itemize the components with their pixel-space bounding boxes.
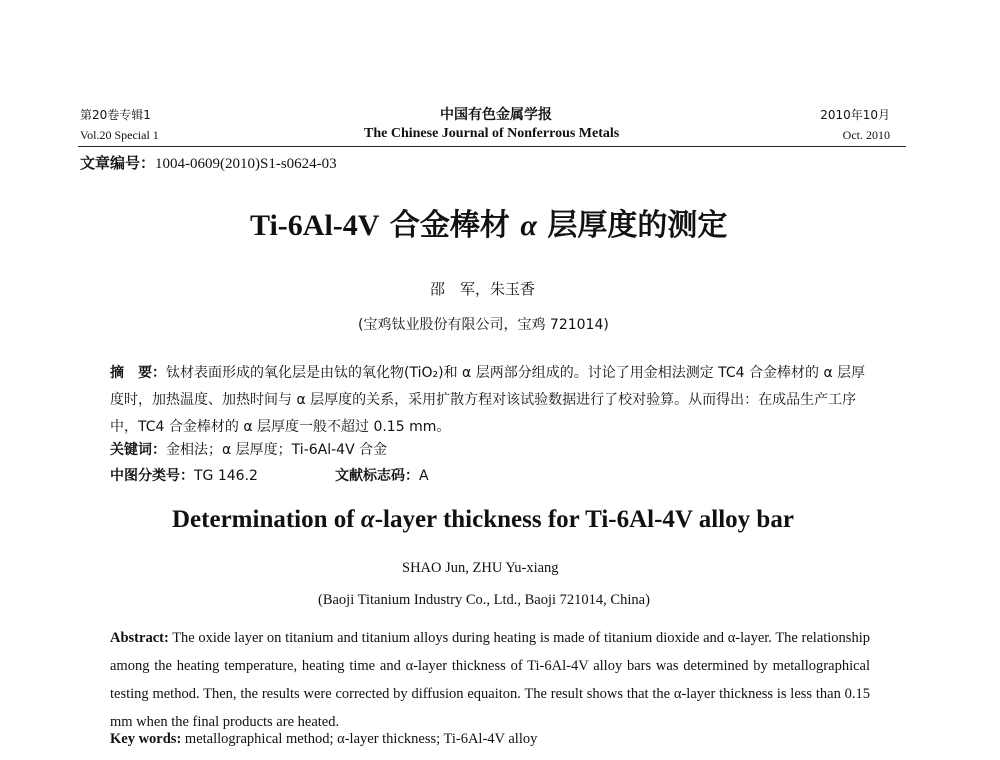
abstract-cn-text: 钛材表面形成的氧化层是由钛的氧化物(TiO₂)和 α 层两部分组成的。讨论了用金相法测定 TC4 合金棒材的 α 层厚度时，加热温度、加热时间与 α 层厚度的关系，采用扩散方程对该试验数据进行了校对验算。从而得出：在成品生产工序中，TC4 合金棒材的 α 层厚度一般不超过 0.15 mm。 — [110, 365, 866, 435]
classification-label: 中图分类号： — [110, 468, 194, 484]
title-cn-mid: 合金棒材 — [379, 208, 521, 243]
title-cn-pre: Ti-6Al-4V — [250, 209, 380, 242]
header-volume-cn: 第20卷专辑1 — [80, 108, 151, 122]
document-code-cn — [335, 465, 429, 485]
header-date-en: Oct. 2010 — [842, 128, 890, 142]
keywords-en-text: metallographical method; α-layer thickness; Ti-6Al-4V alloy — [184, 731, 538, 747]
title-en-alpha: α — [360, 506, 375, 533]
title-en — [172, 506, 794, 534]
document-code-label: 文献标志码： — [335, 468, 419, 484]
document-code-value: A — [419, 468, 429, 484]
article-number-value: 1004-0609(2010)S1-s0624-03 — [155, 156, 337, 172]
title-en-post: -layer thickness for Ti-6Al-4V alloy bar — [374, 506, 794, 533]
title-en-pre: Determination of — [172, 506, 361, 533]
keywords-en-label: Key words: — [110, 731, 182, 747]
journal-title-cn: 中国有色金属学报 — [440, 107, 552, 123]
article-number — [80, 152, 337, 173]
keywords-cn — [110, 439, 387, 459]
keywords-cn-text: 金相法；α 层厚度；Ti-6Al-4V 合金 — [166, 442, 388, 458]
title-cn-alpha: α — [520, 209, 537, 242]
header-rule — [78, 146, 906, 147]
keywords-cn-label: 关键词： — [110, 442, 166, 458]
abstract-cn — [110, 360, 870, 441]
abstract-cn-label: 摘 要： — [110, 365, 166, 381]
abstract-en-label: Abstract: — [110, 630, 169, 646]
journal-title-en: The Chinese Journal of Nonferrous Metals — [364, 126, 620, 141]
abstract-en-text: The oxide layer on titanium and titanium alloys during heating is made of titanium dioxide and α-layer. The relationship among the heating temperature, heating time and α-layer thickness of Ti-6Al-4V alloy bars was determined by metallographical testing method. Then, the results were corrected by diffusion equaiton. The result shows that the α-layer thickness is less than 0.15 mm when the final products are heated. — [110, 630, 870, 730]
classification-value: TG 146.2 — [194, 468, 258, 484]
classification-cn — [110, 465, 258, 485]
affiliation-en: (Baoji Titanium Industry Co., Ltd., Baoji 721014, China) — [318, 592, 650, 608]
article-number-label: 文章编号： — [80, 154, 156, 172]
header-date-cn: 2010年10月 — [820, 108, 890, 122]
affiliation-cn: (宝鸡钛业股份有限公司，宝鸡 721014) — [358, 317, 609, 333]
keywords-en — [110, 731, 537, 748]
title-cn-post: 层厚度的测定 — [536, 208, 728, 243]
authors-cn: 邵 军，朱玉香 — [430, 280, 536, 298]
header-volume-en: Vol.20 Special 1 — [80, 128, 159, 142]
abstract-en — [110, 624, 870, 736]
title-cn — [250, 200, 727, 244]
authors-en: SHAO Jun, ZHU Yu-xiang — [402, 560, 559, 576]
